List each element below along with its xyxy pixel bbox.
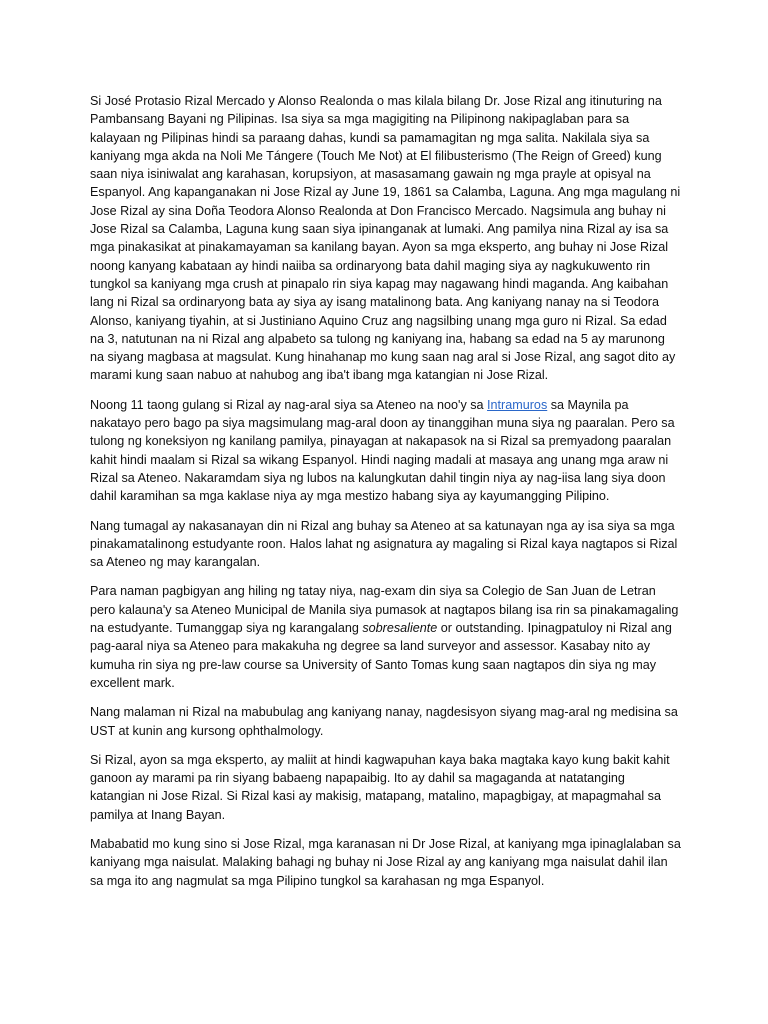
paragraph-letran-text-end: or outstanding. Ipinagpatuloy ni Rizal ang pag-aaral niya sa Ateneo para makakuha ng degree sa land surveyor and assessor. Kasabay nito ay kumuha rin siya ng pre-law course sa University of Santo Tomas kung saan nagtapos din siya ng may excellent mark. xyxy=(90,621,672,690)
paragraph-ateneo-text-end: sa Maynila pa nakatayo pero bago pa siya magsimulang mag-aral doon ay tinanggihan muna siya ng paaralan. Pero sa tulong ng koneksiyon ng kanilang pamilya, pinayagan at nakapasok na si Rizal sa premyadong paaralan kahit hindi maalam si Rizal sa wikang Espanyol. Hindi naging madali at masaya ang unang mga araw ni Rizal sa Ateneo. Nakaramdam siya ng lubos na kalungkutan dahil tingin niya ay nag-iisa lang siya doon dahil karamihan sa mga kaklase niya ay mga mestizo habang siya ay kayumangging Pilipino. xyxy=(90,397,675,504)
paragraph-conclusion: Mababatid mo kung sino si Jose Rizal, mga karanasan ni Dr Jose Rizal, at kaniyang mga ipinaglalaban sa kaniyang mga naisulat. Malaking bahagi ng buhay ni Jose Rizal ay ang kaniyang mga naisulat dahil ilan sa mga ito ang nagmulat sa mga Pilipino tungkol sa karahasan ng mga Espanyol. xyxy=(90,836,681,888)
paragraph-ateneo-text-start: Noong 11 taong gulang si Rizal ay nag-aral siya sa Ateneo na noo'y sa xyxy=(90,397,488,412)
paragraph-ateneo xyxy=(90,396,682,506)
paragraph-letran-text-start: Para naman pagbigyan ang hiling ng tatay niya, nag-exam din siya sa Colegio de San Juan de Letran pero kalauna'y sa Ateneo Municipal de Manila siya pumasok at nagtapos bilang isa rin sa pinakamagaling na estudyante. Tumanggap siya ng karangalang xyxy=(90,584,679,636)
paragraph-ateneo-life: Nang tumagal ay nakasanayan din ni Rizal ang buhay sa Ateneo at sa katunayan nga ay isa siya sa mga pinakamatalinong estudyante roon. Halos lahat ng asignatura ay magaling si Rizal kaya nagtapos si Rizal sa Ateneo ng may karangalan. xyxy=(90,518,678,570)
paragraph-traits: Si Rizal, ayon sa mga eksperto, ay maliit at hindi kagwapuhan kaya baka magtaka kayo kung bakit kahit ganoon ay marami pa rin siyang babaeng napapaibig. Ito ay dahil sa magaganda at natatanging katangian ni Jose Rizal. Si Rizal kasi ay makisig, matapang, matalino, mapagbigay, at mapagmahal sa pamilya at Inang Bayan. xyxy=(90,752,670,822)
sobresaliente-emphasis: sobresaliente xyxy=(362,621,438,636)
paragraph-medicine: Nang malaman ni Rizal na mabubulag ang kaniyang nanay, nagdesisyon siyang mag-aral ng medisina sa UST at kunin ang kursong ophthalmology. xyxy=(90,705,678,738)
paragraph-letran xyxy=(90,582,682,692)
document-body xyxy=(90,92,682,901)
paragraph-intro: Si José Protasio Rizal Mercado y Alonso Realonda o mas kilala bilang Dr. Jose Rizal ang itinuturing na Pambansang Bayani ng Pilipinas. Isa siya sa mga magigiting na Pilipinong nakipaglaban para sa kalayaan ng Pilipinas hindi sa paraang dahas, kundi sa pamamagitan ng mga salita. Nakilala siya sa kaniyang mga akda na Noli Me Tángere (Touch Me Not) at El filibusterismo (The Reign of Greed) kung saan niya isiniwalat ang karahasan, korupsiyon, at masasamang gawain ng mga prayle at opisyal na Espanyol. Ang kapanganakan ni Jose Rizal ay June 19, 1861 sa Calamba, Laguna. Ang mga magulang ni Jose Rizal ay sina Doña Teodora Alonso Realonda at Don Francisco Mercado. Nagsimula ang buhay ni Jose Rizal sa Calamba, Laguna kung saan siya ipinanganak at lumaki. Ang pamilya nina Rizal ay isa sa mga pinakasikat at pinakamayaman sa kanilang bayan. Ayon sa mga eksperto, ang buhay ni Jose Rizal noong kanyang kabataan ay hindi naiiba sa ordinaryong bata dahil maging siya ay nagkukuwento rin tungkol sa kaniyang mga crush at pinapalo rin siya kapag may nagawang hindi maganda. Ang kaibahan lang ni Rizal sa ordinaryong bata ay siya ay isang matalinong bata. Ang kaniyang nanay na si Teodora Alonso, kaniyang tiyahin, at si Justiniano Aquino Cruz ang nagsilbing unang mga guro ni Rizal. Sa edad na 3, natutunan na ni Rizal ang alpabeto sa tulong ng kaniyang ina, habang sa edad na 5 ay marunong na siyang magbasa at magsulat. Kung hinahanap mo kung saan nag aral si Jose Rizal, ang sagot dito ay marami kung saan nabuo at nahubog ang iba't ibang mga katangian ni Jose Rizal. xyxy=(90,94,681,383)
intramuros-link[interactable]: Intramuros xyxy=(487,397,548,412)
